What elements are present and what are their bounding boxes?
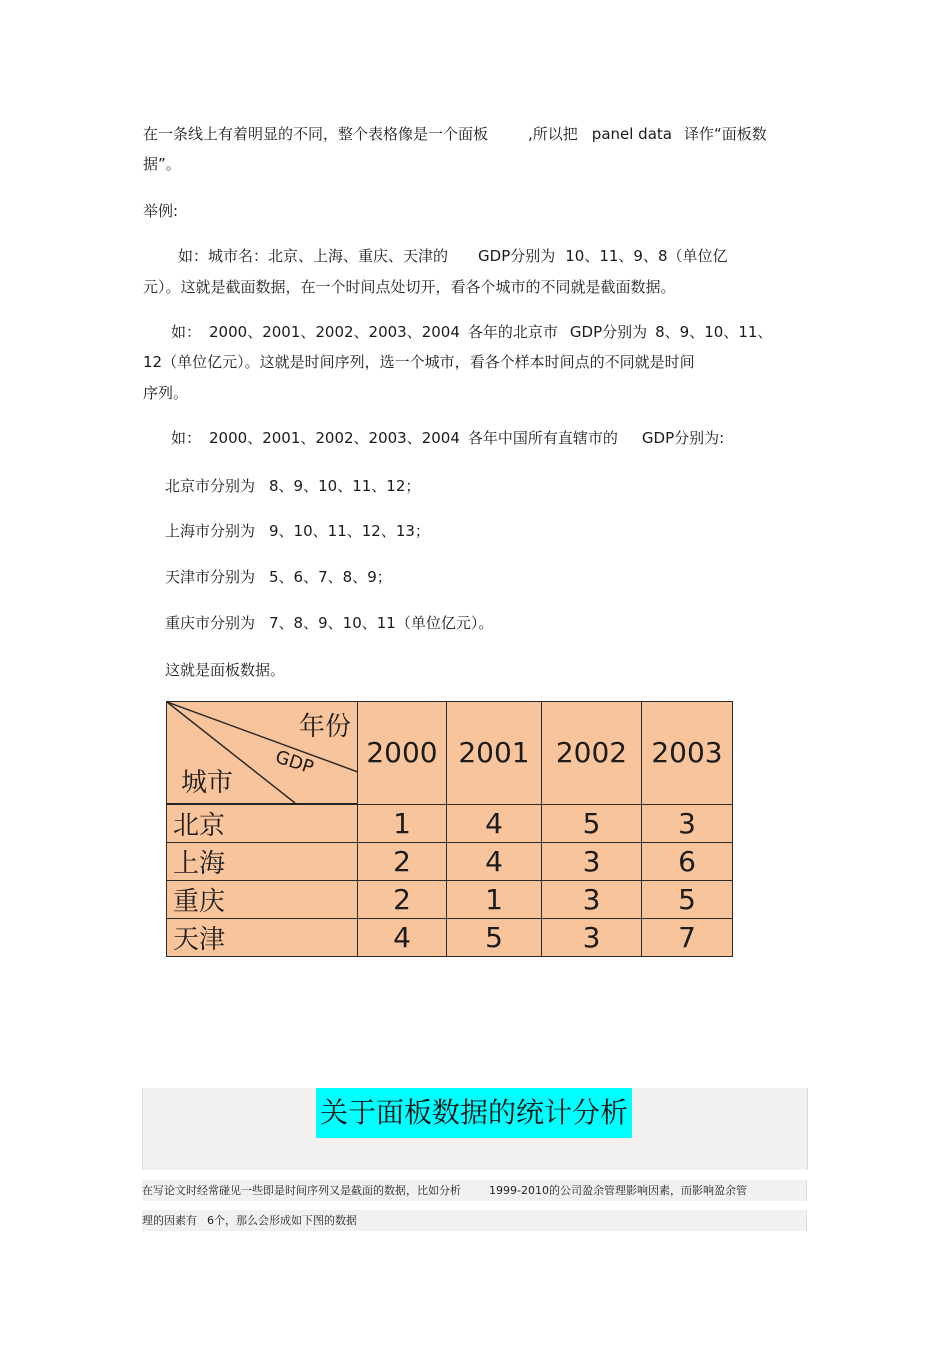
value-cell: 2 xyxy=(358,843,447,881)
example-3-line-1 xyxy=(171,428,724,448)
gdp-panel-table xyxy=(166,701,733,957)
value-cell: 5 xyxy=(642,881,733,919)
section-line-1 xyxy=(142,1180,807,1201)
ex3-text-c: 各年中国所有直辖市的 xyxy=(467,429,618,447)
ex2-text-d: GDP分别为 xyxy=(569,323,648,341)
year-header: 2000 xyxy=(358,702,447,805)
example-1-line-1 xyxy=(178,246,728,266)
intro-text-a: 在一条线上有着明显的不同，整个表格像是一个面板 xyxy=(143,125,489,143)
table-row xyxy=(167,843,733,881)
ex1-text-a: 如：城市名：北京、上海、重庆、天津的 xyxy=(178,247,449,265)
ex1-text-c: 10、11、9、8（单位亿 xyxy=(565,247,728,265)
beijing-label: 北京市分别为 xyxy=(165,477,256,495)
intro-line-2: 据”。 xyxy=(143,155,181,173)
beijing-values xyxy=(165,476,420,496)
value-cell: 2 xyxy=(358,881,447,919)
example-2-line-3: 序列。 xyxy=(143,384,189,402)
value-cell: 3 xyxy=(542,919,642,957)
intro-text-b: ,所以把 xyxy=(528,125,578,143)
value-cell: 4 xyxy=(447,804,542,843)
city-cell: 天津 xyxy=(167,919,358,957)
intro-text-c: panel data xyxy=(591,125,672,143)
ex3-text-d: GDP分别为: xyxy=(641,429,725,447)
value-cell: 7 xyxy=(642,919,733,957)
section-line-1-b: 1999-2010的公司盈余管理影响因素，而影响盈余管 xyxy=(489,1184,747,1197)
ex3-text-a: 如： xyxy=(171,429,202,447)
chongqing-label: 重庆市分别为 xyxy=(165,614,256,632)
conclusion: 这就是面板数据。 xyxy=(165,661,286,679)
city-cell: 重庆 xyxy=(167,881,358,919)
value-cell: 4 xyxy=(358,919,447,957)
value-cell: 1 xyxy=(447,881,542,919)
value-cell: 5 xyxy=(447,919,542,957)
ex2-text-c: 各年的北京市 xyxy=(467,323,558,341)
year-header: 2002 xyxy=(542,702,642,805)
tianjin-label: 天津市分别为 xyxy=(165,568,256,586)
beijing-numbers: 8、9、10、11、12； xyxy=(269,477,421,495)
chongqing-numbers: 7、8、9、10、11（单位亿元）。 xyxy=(269,614,494,632)
value-cell: 3 xyxy=(542,843,642,881)
intro-line-1 xyxy=(143,124,767,144)
shanghai-values xyxy=(165,521,430,541)
ex2-text-a: 如： xyxy=(171,323,202,341)
section-title: 关于面板数据的统计分析 xyxy=(316,1088,632,1138)
intro-text-d: 译作“面板数 xyxy=(683,125,767,143)
example-label: 举例: xyxy=(143,202,179,220)
value-cell: 6 xyxy=(642,843,733,881)
table-row xyxy=(167,881,733,919)
section-line-2-a: 理的因素有 xyxy=(142,1214,197,1227)
ex1-text-b: GDP分别为 xyxy=(478,247,556,265)
year-header: 2003 xyxy=(642,702,733,805)
value-cell: 3 xyxy=(542,881,642,919)
ex3-text-b: 2000、2001、2002、2003、2004 xyxy=(209,429,460,447)
corner-city-label: 城市 xyxy=(181,768,234,798)
tianjin-values xyxy=(165,567,392,587)
table-header-row xyxy=(167,702,733,805)
table-row xyxy=(167,919,733,957)
table-corner-cell xyxy=(167,702,358,805)
shanghai-label: 上海市分别为 xyxy=(165,522,256,540)
section-line-1-a: 在写论文时经常碰见一些即是时间序列又是截面的数据，比如分析 xyxy=(142,1184,461,1197)
value-cell: 3 xyxy=(642,804,733,843)
tianjin-numbers: 5、6、7、8、9； xyxy=(269,568,392,586)
chongqing-values xyxy=(165,613,493,633)
table-row xyxy=(167,804,733,843)
ex2-text-e: 8、9、10、11、 xyxy=(655,323,773,341)
city-cell: 北京 xyxy=(167,804,358,843)
year-header: 2001 xyxy=(447,702,542,805)
value-cell: 1 xyxy=(358,804,447,843)
ex2-text-b: 2000、2001、2002、2003、2004 xyxy=(209,323,460,341)
section-line-2 xyxy=(142,1210,807,1231)
corner-gdp-label: GDP xyxy=(272,746,316,779)
section-line-2-b: 6个，那么会形成如下图的数据 xyxy=(207,1214,357,1227)
example-2-line-1 xyxy=(171,322,772,342)
value-cell: 5 xyxy=(542,804,642,843)
shanghai-numbers: 9、10、11、12、13； xyxy=(269,522,430,540)
value-cell: 4 xyxy=(447,843,542,881)
example-2-line-2: 12（单位亿元）。这就是时间序列，选一个城市，看各个样本时间点的不同就是时间 xyxy=(143,353,695,371)
city-cell: 上海 xyxy=(167,843,358,881)
corner-year-label: 年份 xyxy=(298,712,351,742)
example-1-line-2: 元）。这就是截面数据，在一个时间点处切开，看各个城市的不同就是截面数据。 xyxy=(143,278,676,296)
